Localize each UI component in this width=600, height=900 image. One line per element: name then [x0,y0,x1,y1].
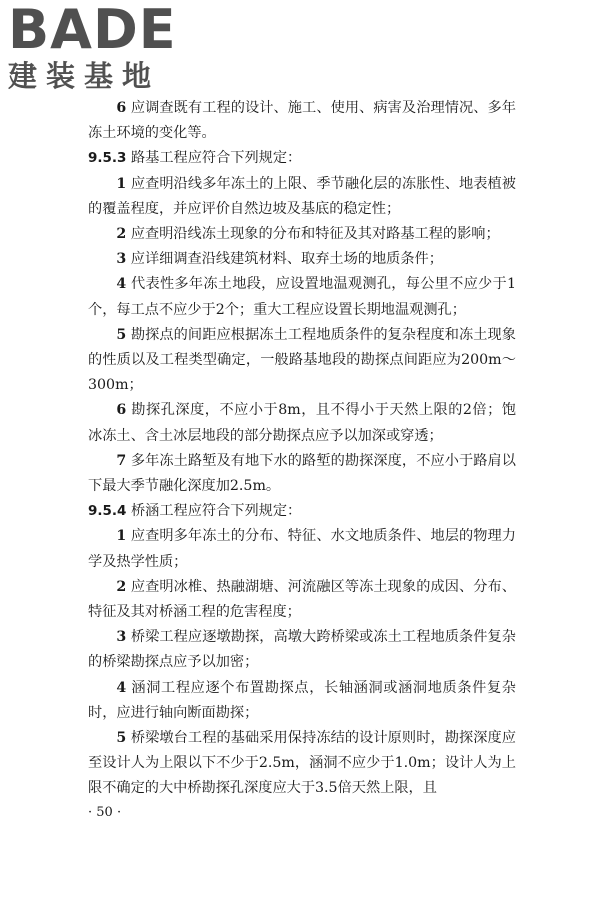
clause-number: 2 [116,226,127,243]
clause-number: 4 [116,679,127,696]
clause-item [88,272,516,322]
section-title: 路基工程应符合下列规定： [130,150,302,167]
clause-number: 7 [116,452,127,469]
clause-item [88,449,516,499]
clause-number: 1 [116,175,127,192]
page-number: · 50 · [88,805,122,820]
clause-item [88,323,516,399]
clause-text: 桥梁工程应逐墩勘探，高墩大跨桥梁或冻土工程地质条件复杂的桥梁勘探点应予以加密； [88,629,516,671]
clause-item [88,676,516,726]
clause-text: 代表性多年冻土地段，应设置地温观测孔，每公里不应少于1个，每工点不应少于2个；重大工程应设置长期地温观测孔； [88,276,516,318]
section-heading [88,146,516,171]
logo-wordmark: BADE [8,0,177,61]
section-number: 9.5.4 [88,503,127,520]
clause-text: 应查明沿线冻土现象的分布和特征及其对路基工程的影响； [130,226,500,243]
clause-item [88,726,516,802]
clause-item [88,172,516,222]
clause-item [88,524,516,574]
clause-text: 多年冻土路堑及有地下水的路堑的勘探深度，不应小于路肩以下最大季节融化深度加2.5m。 [88,452,516,495]
clause-number: 3 [116,251,127,268]
clause-number: 5 [116,730,127,747]
clause-text: 涵洞工程应逐个布置勘探点，长轴涵洞或涵洞地质条件复杂时，应进行轴向断面勘探； [88,679,516,721]
clause-number: 5 [116,326,127,343]
clause-item [88,575,516,625]
clause-item [88,625,516,675]
bade-logo [8,2,198,94]
clause-text: 应详细调查沿线建筑材料、取弃土场的地质条件； [130,251,443,268]
clause-text: 应查明沿线多年冻土的上限、季节融化层的冻胀性、地表植被的覆盖程度，并应评价自然边坡及基底的稳定性； [88,175,516,217]
clause-number: 3 [116,629,127,646]
document-body [88,96,516,802]
clause-number: 6 [116,402,127,419]
clause-item [88,96,516,146]
clause-text: 桥梁墩台工程的基础采用保持冻结的设计原则时，勘探深度应至设计人为上限以下不少于2.5m，涵洞不应少于1.0m；设计人为上限不确定的大中桥勘探孔深度应大于3.5倍天然上限，且 [88,730,516,797]
clause-number: 1 [116,528,127,545]
section-title: 桥涵工程应符合下列规定： [130,503,302,520]
section-number: 9.5.3 [88,150,127,167]
clause-text: 应查明冰椎、热融湖塘、河流融区等冻土现象的成因、分布、特征及其对桥涵工程的危害程度； [88,578,516,621]
clause-text: 勘探孔深度，不应小于8m，且不得小于天然上限的2倍；饱冰冻土、含土冰层地段的部分勘探点应予以加深或穿透； [88,402,517,444]
clause-item [88,222,516,247]
clause-text: 应查明多年冻土的分布、特征、水文地质条件、地层的物理力学及热学性质； [88,528,516,570]
section-heading [88,499,516,524]
clause-number: 2 [116,578,127,595]
clause-number: 6 [116,100,127,116]
clause-text: 应调查既有工程的设计、施工、使用、病害及治理情况、多年冻土环境的变化等。 [88,100,516,142]
clause-number: 4 [116,276,127,293]
logo-subtitle: 建装基地 [8,59,161,93]
clause-item [88,247,516,272]
clause-text: 勘探点的间距应根据冻土工程地质条件的复杂程度和冻土现象的性质以及工程类型确定，一般路基地段的勘探点间距应为200m～300m； [88,326,516,394]
clause-item [88,398,516,448]
